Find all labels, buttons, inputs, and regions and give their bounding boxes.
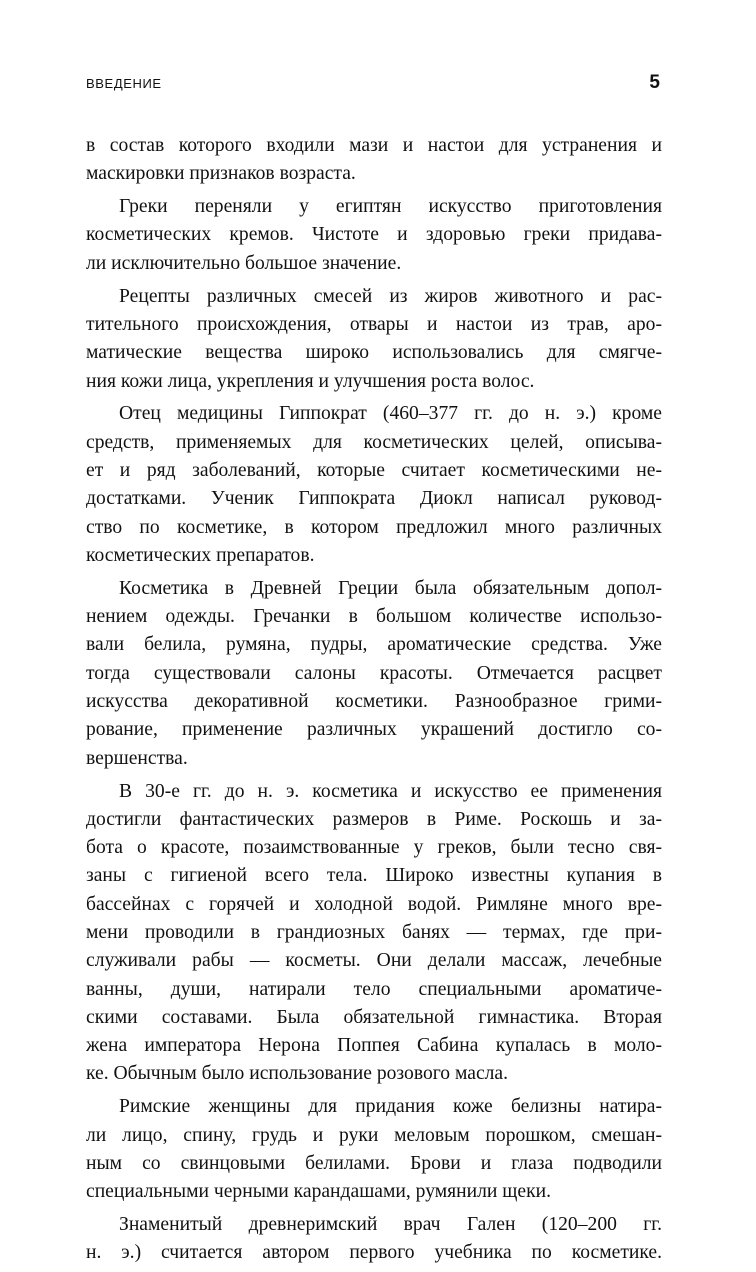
text-line: мени проводили в грандиозных банях — термах, где при- bbox=[86, 921, 662, 943]
text-line: косметических препаратов. bbox=[86, 544, 315, 566]
text-line: специальными черными карандашами, румянили щеки. bbox=[86, 1181, 551, 1203]
text-line: н. э.) считается автором первого учебника по косметике. bbox=[86, 1242, 662, 1264]
text-line: тогда существовали салоны красоты. Отмечается расцвет bbox=[86, 662, 662, 684]
text-line: нением одежды. Гречанки в большом количестве использо- bbox=[86, 606, 662, 628]
text-line: рование, применение различных украшений достигло со- bbox=[86, 719, 662, 741]
text-line: в состав которого входили мази и настои для устранения и bbox=[86, 135, 662, 156]
text-line: Рецепты различных смесей из жиров животного и рас- bbox=[119, 285, 662, 307]
text-line: ет и ряд заболеваний, которые считает косметическими не- bbox=[86, 460, 662, 482]
paragraph bbox=[86, 1093, 662, 1206]
text-line: достигли фантастических размеров в Риме. Роскошь и за- bbox=[86, 808, 662, 830]
text-line: средств, применяемых для косметических целей, описыва- bbox=[86, 431, 662, 453]
text-line: служивали рабы — косметы. Они делали массаж, лечебные bbox=[86, 950, 662, 972]
text-line: матические вещества широко использовались для смягче- bbox=[86, 342, 662, 364]
text-line: маскировки признаков возраста. bbox=[86, 163, 356, 185]
text-line: вершенства. bbox=[86, 747, 188, 769]
text-line: В 30-е гг. до н. э. косметика и искусство ее применения bbox=[119, 780, 662, 802]
text-line: тительного происхождения, отвары и настои из трав, аро- bbox=[86, 313, 662, 335]
text-line: Косметика в Древней Греции была обязательным допол- bbox=[119, 577, 662, 599]
text-line: ке. Обычным было использование розового масла. bbox=[86, 1063, 509, 1085]
paragraph bbox=[86, 778, 662, 1089]
text-line: искусства декоративной косметики. Разнообразное грими- bbox=[86, 691, 662, 713]
text-line: Знаменитый древнеримский врач Гален (120–200 гг. bbox=[119, 1214, 662, 1236]
text-line: ванны, души, натирали тело специальными ароматиче- bbox=[86, 978, 662, 1000]
text-line: ния кожи лица, укрепления и улучшения роста волос. bbox=[86, 370, 535, 392]
text-line: косметических кремов. Чистоте и здоровью греки придава- bbox=[86, 224, 662, 246]
text-line: Греки переняли у египтян искусство приготовления bbox=[119, 196, 662, 218]
text-line: жена императора Нерона Поппея Сабина купалась в моло- bbox=[86, 1035, 662, 1057]
text-line: достатками. Ученик Гиппократа Диокл написал руковод- bbox=[86, 488, 662, 510]
page-number: 5 bbox=[649, 72, 660, 93]
text-line: заны с гигиеной всего тела. Широко известны купания в bbox=[86, 865, 662, 887]
text-line: Отец медицины Гиппократ (460–377 гг. до н. э.) кроме bbox=[119, 403, 662, 425]
text-line: бота о красоте, позаимствованные у греков, были тесно свя- bbox=[86, 837, 662, 859]
text-line: вали белила, румяна, пудры, ароматические средства. Уже bbox=[86, 634, 662, 656]
paragraph bbox=[86, 1211, 662, 1268]
paragraph bbox=[86, 283, 662, 396]
paragraph bbox=[86, 400, 662, 570]
text-line: бассейнах с горячей и холодной водой. Римляне много вре- bbox=[86, 893, 662, 915]
text-line: скими составами. Была обязательной гимнастика. Вторая bbox=[86, 1006, 662, 1028]
text-line: ли лицо, спину, грудь и руки меловым порошком, смешан- bbox=[86, 1124, 662, 1146]
text-line: Римские женщины для придания коже белизны натира- bbox=[119, 1096, 662, 1118]
text-line: ли исключительно большое значение. bbox=[86, 252, 402, 274]
text-line: ство по косметике, в котором предложил много различных bbox=[86, 516, 662, 538]
paragraph bbox=[86, 132, 662, 189]
paragraph bbox=[86, 193, 662, 278]
body-text bbox=[86, 132, 662, 1272]
text-line: ным со свинцовыми белилами. Брови и глаза подводили bbox=[86, 1152, 662, 1174]
paragraph bbox=[86, 575, 662, 773]
running-head: ВВЕДЕНИЕ bbox=[86, 76, 162, 91]
